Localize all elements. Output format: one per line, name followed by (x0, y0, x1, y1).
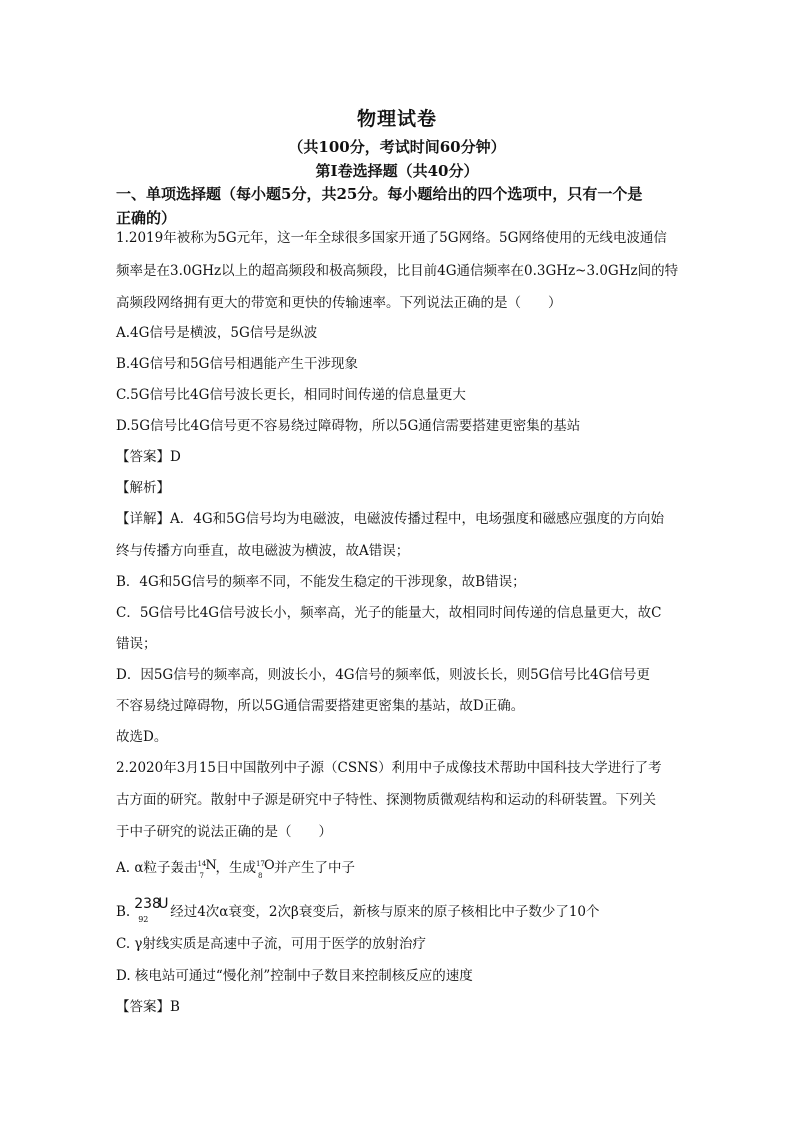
q1-stem-line1: 1.2019年被称为5G元年，这一年全球很多国家开通了5G网络。5G网络使用的无线电波通信 (116, 230, 667, 246)
q2-stem-line2: 古方面的研究。散射中子源是研究中子特性、探测物质微观结构和运动的科研装置。下列关 (116, 792, 656, 808)
q2-option-a (116, 856, 686, 878)
q2-option-c: C. γ射线实质是高速中子流，可用于医学的放射治疗 (116, 936, 426, 952)
q1-stem-line3: 高频段网络拥有更大的带宽和更快的传输速率。下列说法正确的是（ ） (116, 295, 562, 311)
q1-detail-line5: 错误； (116, 636, 157, 652)
q1-option-a: A.4G信号是横波，5G信号是纵波 (116, 325, 318, 341)
section-heading-line1: 一、单项选择题（每小题5分，共25分。每小题给出的四个选项中，只有一个是 (116, 185, 643, 203)
nitrogen-symbol: N (205, 858, 217, 873)
q2-stem-line3: 于中子研究的说法正确的是（ ） (116, 824, 332, 840)
q1-detail-line8: 故选D。 (116, 729, 168, 745)
oxygen-nuclide (255, 856, 275, 880)
q2-option-a-middle: ，生成 (215, 860, 256, 876)
q1-detail-line7: 不容易绕过障碍物，所以5G通信需要搭建更密集的基站，故D正确。 (116, 698, 525, 714)
uranium-atomic-number: 92 (138, 915, 149, 924)
section-heading (116, 182, 686, 230)
q1-detail-line1: 【详解】A．4G和5G信号均为电磁波，电磁波传播过程中，电场强度和磁感应强度的方向始 (116, 511, 664, 527)
q1-detail-line6: D．因5G信号的频率高，则波长小，4G信号的频率低，则波长长，则5G信号比4G信号更 (116, 667, 650, 683)
part-heading: 第I卷选择题（共40分） (315, 162, 479, 180)
exam-info: （共100分，考试时间60分钟） (288, 138, 506, 156)
page-title: 物理试卷 (356, 108, 437, 130)
q2-option-b-suffix: 经过4次α衰变，2次β衰变后，新核与原来的原子核相比中子数少了10个 (170, 904, 600, 920)
nitrogen-nuclide (197, 856, 217, 880)
q1-detail-line4: C．5G信号比4G信号波长小，频率高，光子的能量大，故相同时间传递的信息量更大，故C (116, 605, 662, 621)
q1-option-c: C.5G信号比4G信号波长更长，相同时间传递的信息量更大 (116, 387, 466, 403)
q1-detail-line3: B．4G和5G信号的频率不同，不能发生稳定的干涉现象，故B错误； (116, 574, 526, 590)
q2-option-b (116, 898, 686, 922)
q2-option-d: D. 核电站可通过“慢化剂”控制中子数目来控制核反应的速度 (116, 968, 473, 984)
q2-option-b-prefix: B. (116, 904, 131, 920)
q1-option-b: B.4G信号和5G信号相遇能产生干涉现象 (116, 356, 358, 372)
uranium-mass-number: 238 (134, 896, 161, 912)
q1-analysis-label: 【解析】 (116, 480, 170, 496)
nitrogen-mass-number: 14 (197, 860, 207, 868)
q2-stem-line1: 2.2020年3月15日中国散列中子源（CSNS）利用中子成像技术帮助中国科技大学进行了考 (116, 760, 662, 776)
uranium-nuclide (130, 898, 170, 922)
oxygen-atomic-number: 8 (257, 872, 263, 880)
uranium-symbol: U (158, 896, 169, 912)
q1-answer: 【答案】D (116, 449, 181, 465)
q1-detail-line2: 终与传播方向垂直，故电磁波为横波，故A错误； (116, 543, 410, 559)
q1-option-d: D.5G信号比4G信号更不容易绕过障碍物，所以5G通信需要搭建更密集的基站 (116, 418, 581, 434)
q1-stem-line2: 频率是在3.0GHz以上的超高频段和极高频段，比目前4G通信频率在0.3GHz~3.0GHz间的特 (116, 263, 679, 279)
section-heading-line2: 正确的） (116, 209, 177, 227)
nitrogen-atomic-number: 7 (199, 872, 204, 880)
oxygen-symbol: O (263, 858, 275, 873)
q2-option-a-prefix: A. α粒子轰击 (116, 860, 198, 876)
oxygen-mass-number: 17 (255, 860, 265, 868)
q2-answer: 【答案】B (116, 999, 180, 1015)
q2-option-a-suffix: 并产生了中子 (273, 860, 355, 876)
